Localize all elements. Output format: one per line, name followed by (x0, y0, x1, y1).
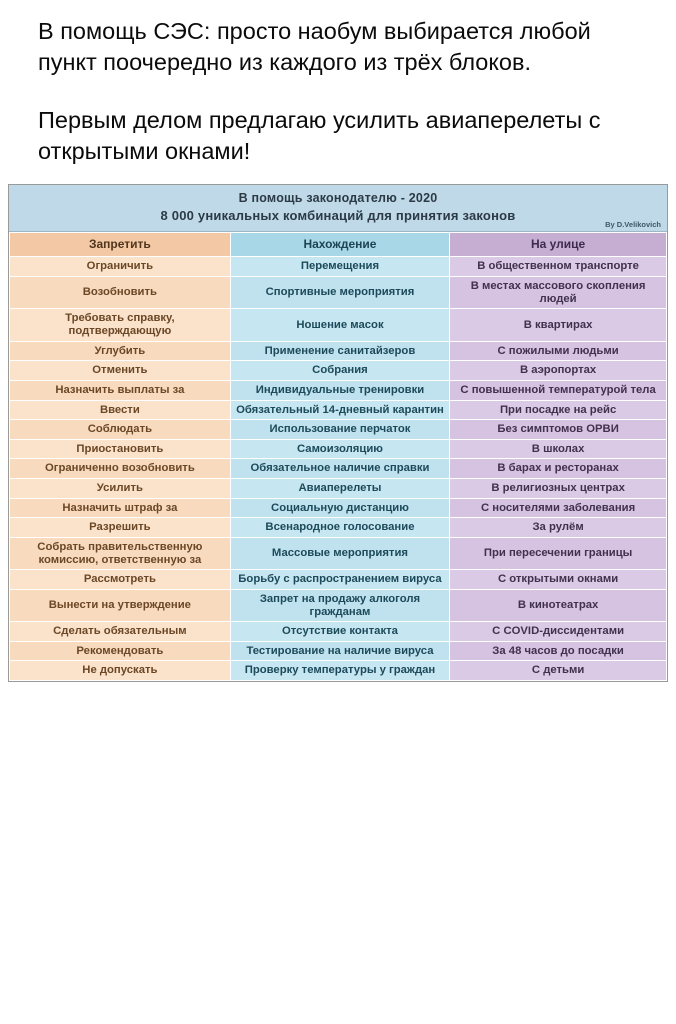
cell-subject: Использование перчаток (230, 420, 449, 440)
table-row (10, 589, 667, 621)
table-row (10, 570, 667, 590)
caption-spacer (38, 79, 646, 105)
cell-place: В религиозных центрах (450, 479, 667, 499)
column-header-place: На улице (450, 232, 667, 256)
caption-paragraph-1: В помощь СЭС: просто наобум выбирается любой пункт поочередно из каждого из трёх блоков. (38, 18, 591, 76)
cell-action: Рассмотреть (10, 570, 231, 590)
cell-place: В барах и ресторанах (450, 459, 667, 479)
cell-place: С повышенной температурой тела (450, 380, 667, 400)
table-row (10, 641, 667, 661)
table-row (10, 277, 667, 309)
table-title-primary: В помощь законодателю - 2020 (238, 190, 438, 205)
table-row (10, 459, 667, 479)
cell-action: Ограниченно возобновить (10, 459, 231, 479)
cell-action: Вынести на утверждение (10, 589, 231, 621)
cell-subject: Всенародное голосование (230, 518, 449, 538)
table-row (10, 420, 667, 440)
cell-action: Назначить выплаты за (10, 380, 231, 400)
cell-place: При пересечении границы (450, 537, 667, 569)
cell-subject: Перемещения (230, 257, 449, 277)
cell-place: За 48 часов до посадки (450, 641, 667, 661)
table-body (10, 257, 667, 681)
table-row (10, 498, 667, 518)
cell-place: В кинотеатрах (450, 589, 667, 621)
table-title-secondary: 8 000 уникальных комбинаций для принятия законов (160, 207, 516, 223)
table-row (10, 400, 667, 420)
cell-subject: Отсутствие контакта (230, 622, 449, 642)
cell-place: С детьми (450, 661, 667, 681)
cell-place: С носителями заболевания (450, 498, 667, 518)
cell-place: Без симптомов ОРВИ (450, 420, 667, 440)
cell-subject: Ношение масок (230, 309, 449, 341)
cell-action: Назначить штраф за (10, 498, 231, 518)
cell-place: С COVID-диссидентами (450, 622, 667, 642)
cell-subject: Применение санитайзеров (230, 341, 449, 361)
cell-place: С открытыми окнами (450, 570, 667, 590)
cell-action: Отменить (10, 361, 231, 381)
cell-place: В школах (450, 439, 667, 459)
cell-subject: Социальную дистанцию (230, 498, 449, 518)
author-credit: By D.Velikovich (605, 219, 661, 229)
caption-paragraph-2: Первым делом предлагаю усилить авиаперелеты с открытыми окнами! (38, 106, 601, 165)
cell-subject: Индивидуальные тренировки (230, 380, 449, 400)
table-header-row (10, 232, 667, 256)
cell-subject: Авиаперелеты (230, 479, 449, 499)
cell-place: В общественном транспорте (450, 257, 667, 277)
table-row (10, 439, 667, 459)
cell-subject: Массовые мероприятия (230, 537, 449, 569)
post-caption (0, 0, 676, 172)
cell-subject: Борьбу с распространением вируса (230, 570, 449, 590)
law-generator-table (8, 184, 668, 682)
table-title-block (9, 185, 667, 232)
table-row (10, 257, 667, 277)
cell-action: Рекомендовать (10, 641, 231, 661)
cell-action: Приостановить (10, 439, 231, 459)
table-row (10, 479, 667, 499)
cell-action: Соблюдать (10, 420, 231, 440)
cell-subject: Самоизоляцию (230, 439, 449, 459)
combinations-table (9, 232, 667, 681)
cell-action: Возобновить (10, 277, 231, 309)
cell-action: Требовать справку, подтверждающую (10, 309, 231, 341)
table-row (10, 537, 667, 569)
table-row (10, 518, 667, 538)
table-row (10, 309, 667, 341)
column-header-subject: Нахождение (230, 232, 449, 256)
cell-subject: Обязательное наличие справки (230, 459, 449, 479)
cell-action: Ввести (10, 400, 231, 420)
table-row (10, 341, 667, 361)
table-row (10, 380, 667, 400)
cell-place: В местах массового скопления людей (450, 277, 667, 309)
cell-place: При посадке на рейс (450, 400, 667, 420)
cell-subject: Тестирование на наличие вируса (230, 641, 449, 661)
cell-action: Углубить (10, 341, 231, 361)
cell-action: Разрешить (10, 518, 231, 538)
cell-action: Не допускать (10, 661, 231, 681)
table-row (10, 661, 667, 681)
cell-subject: Собрания (230, 361, 449, 381)
cell-action: Ограничить (10, 257, 231, 277)
cell-action: Сделать обязательным (10, 622, 231, 642)
cell-action: Усилить (10, 479, 231, 499)
table-row (10, 622, 667, 642)
cell-place: В аэропортах (450, 361, 667, 381)
cell-place: С пожилыми людьми (450, 341, 667, 361)
cell-subject: Запрет на продажу алкоголя гражданам (230, 589, 449, 621)
table-row (10, 361, 667, 381)
cell-action: Собрать правительственную комиссию, ответственную за (10, 537, 231, 569)
column-header-action: Запретить (10, 232, 231, 256)
cell-place: За рулём (450, 518, 667, 538)
cell-subject: Проверку температуры у граждан (230, 661, 449, 681)
cell-subject: Спортивные мероприятия (230, 277, 449, 309)
cell-place: В квартирах (450, 309, 667, 341)
cell-subject: Обязательный 14-дневный карантин (230, 400, 449, 420)
